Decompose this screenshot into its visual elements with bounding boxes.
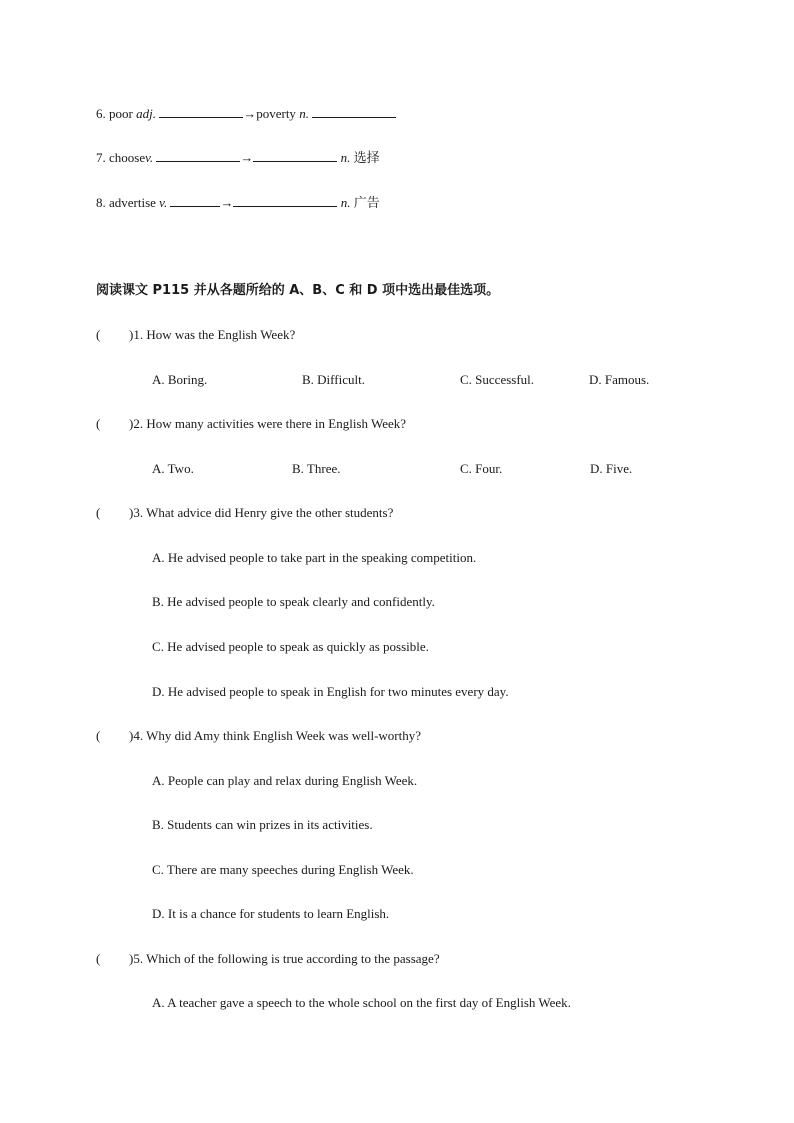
option-2c: C. Four. bbox=[460, 461, 503, 476]
option-3b: B. He advised people to speak clearly and confidently. bbox=[152, 594, 435, 609]
question-stem: )3. What advice did Henry give the other students? bbox=[129, 505, 394, 520]
option-4c: C. There are many speeches during English Week. bbox=[152, 862, 414, 877]
vocab-item-7 bbox=[96, 149, 380, 167]
option-2b: B. Three. bbox=[292, 461, 341, 476]
arrow: → bbox=[243, 106, 257, 121]
vocab-word: advertise bbox=[109, 195, 156, 210]
option-1c: C. Successful. bbox=[460, 372, 535, 387]
vocab-meaning: 选择 bbox=[353, 151, 380, 166]
answer-blank[interactable] bbox=[233, 194, 337, 207]
vocab-pos: v. bbox=[145, 150, 154, 165]
vocab-word: poor bbox=[109, 106, 133, 121]
option-4d: D. It is a chance for students to learn English. bbox=[152, 906, 390, 921]
question-4 bbox=[96, 728, 421, 744]
question-2 bbox=[96, 416, 406, 432]
vocab-item-6 bbox=[96, 105, 396, 122]
answer-blank[interactable] bbox=[156, 149, 240, 162]
option-1a: A. Boring. bbox=[152, 372, 208, 387]
arrow: → bbox=[240, 150, 254, 165]
option-3c: C. He advised people to speak as quickly as possible. bbox=[152, 639, 429, 654]
vocab-number: 6. bbox=[96, 106, 106, 121]
section-instruction: 阅读课文 P115 并从各题所给的 A、B、C 和 D 项中选出最佳选项。 bbox=[96, 283, 500, 298]
question-stem: )5. Which of the following is true according to the passage? bbox=[129, 951, 440, 966]
answer-paren[interactable]: ( bbox=[96, 327, 101, 342]
option-3a: A. He advised people to take part in the speaking competition. bbox=[152, 550, 477, 565]
answer-paren[interactable]: ( bbox=[96, 505, 101, 520]
answer-paren[interactable]: ( bbox=[96, 951, 101, 966]
question-5 bbox=[96, 951, 440, 967]
answer-blank[interactable] bbox=[312, 105, 396, 118]
option-3d: D. He advised people to speak in English for two minutes every day. bbox=[152, 684, 509, 699]
vocab-pos: adj. bbox=[136, 106, 156, 121]
vocab-derived-pos: n. bbox=[299, 106, 309, 121]
vocab-number: 8. bbox=[96, 195, 106, 210]
answer-paren[interactable]: ( bbox=[96, 728, 101, 743]
vocab-number: 7. bbox=[96, 150, 106, 165]
question-3 bbox=[96, 505, 393, 521]
vocab-pos: v. bbox=[159, 195, 168, 210]
option-1b: B. Difficult. bbox=[302, 372, 365, 387]
answer-paren[interactable]: ( bbox=[96, 416, 101, 431]
option-2d: D. Five. bbox=[590, 461, 633, 476]
option-5a: A. A teacher gave a speech to the whole school on the first day of English Week. bbox=[152, 995, 571, 1010]
answer-blank[interactable] bbox=[159, 105, 243, 118]
vocab-word: choose bbox=[109, 150, 146, 165]
question-stem: )2. How many activities were there in English Week? bbox=[129, 416, 407, 431]
vocab-derived-pos: n. bbox=[340, 195, 351, 210]
option-1d: D. Famous. bbox=[589, 372, 650, 387]
vocab-meaning: 广告 bbox=[353, 196, 380, 211]
question-stem: )4. Why did Amy think English Week was well-worthy? bbox=[129, 728, 422, 743]
question-stem: )1. How was the English Week? bbox=[129, 327, 296, 342]
vocab-item-8 bbox=[96, 194, 380, 212]
answer-blank[interactable] bbox=[170, 194, 220, 207]
option-4a: A. People can play and relax during English Week. bbox=[152, 773, 418, 788]
answer-blank[interactable] bbox=[253, 149, 337, 162]
vocab-derived: poverty bbox=[256, 106, 296, 121]
arrow: → bbox=[220, 195, 234, 210]
vocab-derived-pos: n. bbox=[340, 150, 351, 165]
question-1 bbox=[96, 327, 295, 343]
option-2a: A. Two. bbox=[152, 461, 194, 476]
option-4b: B. Students can win prizes in its activities. bbox=[152, 817, 373, 832]
